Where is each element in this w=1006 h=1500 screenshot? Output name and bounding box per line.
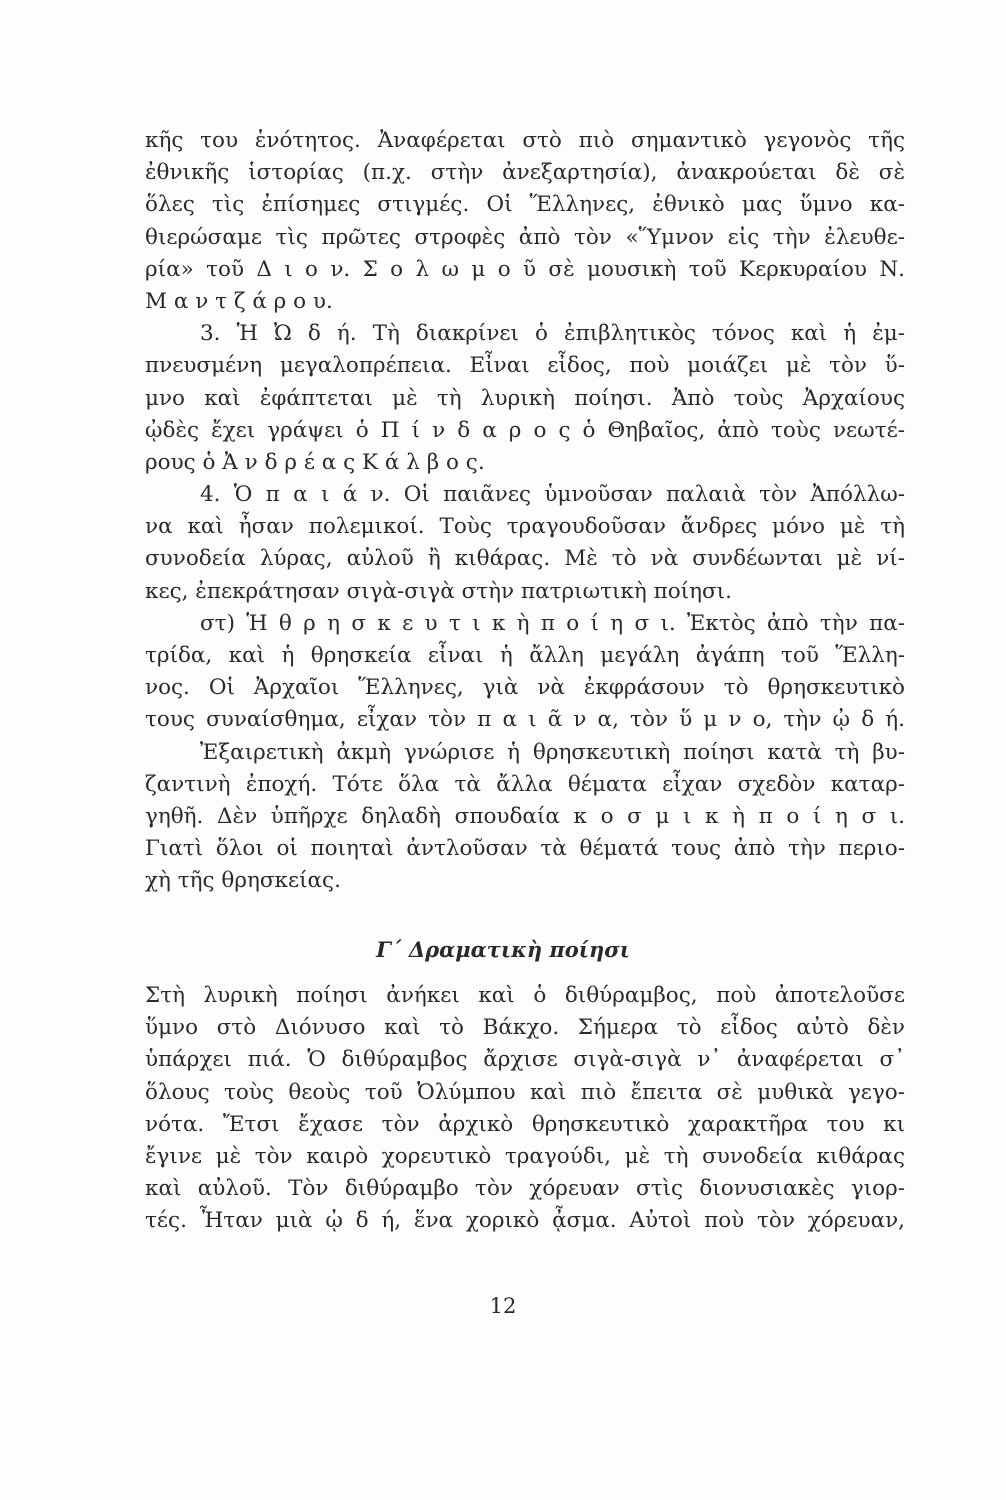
text-line: 3. Ἡ Ὠ δ ή. Τὴ διακρίνει ὁ ἐπιβλητικὸς τόνος καὶ ἡ ἐμ- — [200, 321, 905, 347]
text-line: ἐθνικῆς ἱστορίας (π.χ. στὴν ἀνεξαρτησία), ἀνακρούεται δὲ σὲ — [145, 160, 905, 186]
text-line: νότα. Ἔτσι ἔχασε τὸν ἀρχικὸ θρησκευτικὸ χαρακτῆρα του κι — [145, 1111, 905, 1137]
text-line: στ) Ἡ θ ρ η σ κ ε υ τ ι κ ὴ π ο ί η σ ι. Ἐκτὸς ἀπὸ τὴν πα- — [200, 610, 905, 636]
text-line: κῆς του ἑνότητος. Ἀναφέρεται στὸ πιὸ σημαντικὸ γεγονὸς τῆς — [145, 128, 905, 153]
text-line: συνοδεία λύρας, αὐλοῦ ἢ κιθάρας. Μὲ τὸ νὰ συνδέωνται μὲ νί- — [145, 546, 905, 572]
text-line: τους συναίσθημα, εἶχαν τὸν π α ι ᾶ ν α, τὸν ὕ μ ν ο, τὴν ᾠ δ ή. — [145, 707, 905, 733]
text-line: ὅλους τοὺς θεοὺς τοῦ Ὀλύμπου καὶ πιὸ ἔπειτα σὲ μυθικὰ γεγο- — [145, 1079, 905, 1105]
text-line: ὅλες τὶς ἐπίσημες στιγμές. Οἱ Ἕλληνες, ἐθνικὸ μας ὕμνο κα- — [145, 192, 905, 218]
text-line: ρους ὁ Ἀ ν δ ρ έ α ς Κ ά λ β ο ς. — [145, 449, 485, 475]
text-line: τρίδα, καὶ ἡ θρησκεία εἶναι ἡ ἄλλη μεγάλη ἀγάπη τοῦ Ἕλλη- — [145, 643, 905, 668]
text-line: ὕμνο στὸ Διόνυσο καὶ τὸ Βάκχο. Σήμερα τὸ εἶδος αὐτὸ δὲν — [145, 1015, 905, 1041]
body-text-bottom — [145, 980, 905, 1238]
text-line: Μ α ν τ ζ ά ρ ο υ. — [145, 288, 333, 314]
text-line: ζαντινὴ ἐποχή. Τότε ὅλα τὰ ἄλλα θέματα εἶχαν σχεδὸν καταρ- — [145, 771, 905, 797]
text-line: νος. Οἱ Ἀρχαῖοι Ἕλληνες, γιὰ νὰ ἐκφράσουν τὸ θρησκευτικὸ — [145, 675, 905, 701]
section-heading: Γ΄ Δραματικὴ ποίησι — [376, 937, 630, 962]
page-number: 12 — [489, 1294, 517, 1318]
text-line: ᾠδὲς ἔχει γράψει ὁ Π ί ν δ α ρ ο ς ὁ Θηβαῖος, ἀπὸ τοὺς νεωτέ- — [145, 417, 905, 443]
text-line: πνευσμένη μεγαλοπρέπεια. Εἶναι εἶδος, ποὺ μοιάζει μὲ τὸν ὕ- — [145, 353, 905, 379]
text-line: 4. Ὁ π α ι ά ν. Οἱ παιᾶνες ὑμνοῦσαν παλαιὰ τὸν Ἀπόλλω- — [200, 482, 905, 508]
text-line: κες, ἐπεκράτησαν σιγὰ-σιγὰ στὴν πατριωτικὴ ποίησι. — [145, 578, 732, 604]
text-line: γηθῆ. Δὲν ὑπῆρχε δηλαδὴ σπουδαία κ ο σ μ ι κ ὴ π ο ί η σ ι. — [145, 803, 905, 829]
text-line: Στὴ λυρικὴ ποίησι ἀνήκει καὶ ὁ διθύραμβος, ποὺ ἀποτελοῦσε — [145, 983, 905, 1008]
text-line: ρία» τοῦ Δ ι ο ν. Σ ο λ ω μ ο ῦ σὲ μουσικὴ τοῦ Κερκυραίου Ν. — [145, 256, 905, 282]
text-line: τές. Ἦταν μιὰ ᾠ δ ή, ἕνα χορικὸ ᾆσμα. Αὐτοὶ ποὺ τὸν χόρευαν, — [145, 1208, 905, 1234]
text-line: Γιατὶ ὅλοι οἱ ποιηταὶ ἀντλοῦσαν τὰ θέματά τους ἀπὸ τὴν περιο- — [145, 836, 905, 862]
body-text-top — [145, 125, 905, 898]
text-line: ὑπάρχει πιά. Ὁ διθύραμβος ἄρχισε σιγὰ-σιγὰ ν᾽ ἀναφέρεται σ᾽ — [145, 1047, 905, 1073]
text-line: ἔγινε μὲ τὸν καιρὸ χορευτικὸ τραγούδι, μὲ τὴ συνοδεία κιθάρας — [145, 1143, 905, 1169]
text-line: χὴ τῆς θρησκείας. — [145, 868, 341, 894]
text-line: καὶ αὐλοῦ. Τὸν διθύραμβο τὸν χόρευαν στὶς διονυσιακὲς γιορ- — [145, 1176, 905, 1202]
text-line: θιερώσαμε τὶς πρῶτες στροφὲς ἀπὸ τὸν «Ὕμνον εἰς τὴν ἐλευθε- — [145, 224, 905, 250]
text-line: να καὶ ἦσαν πολεμικοί. Τοὺς τραγουδοῦσαν ἄνδρες μόνο μὲ τὴ — [145, 514, 905, 540]
text-line: μνο καὶ ἐφάπτεται μὲ τὴ λυρικὴ ποίησι. Ἀπὸ τοὺς Ἀρχαίους — [145, 385, 905, 411]
text-line: Ἐξαιρετικὴ ἀκμὴ γνώρισε ἡ θρησκευτικὴ ποίησι κατὰ τὴ βυ- — [200, 739, 905, 765]
